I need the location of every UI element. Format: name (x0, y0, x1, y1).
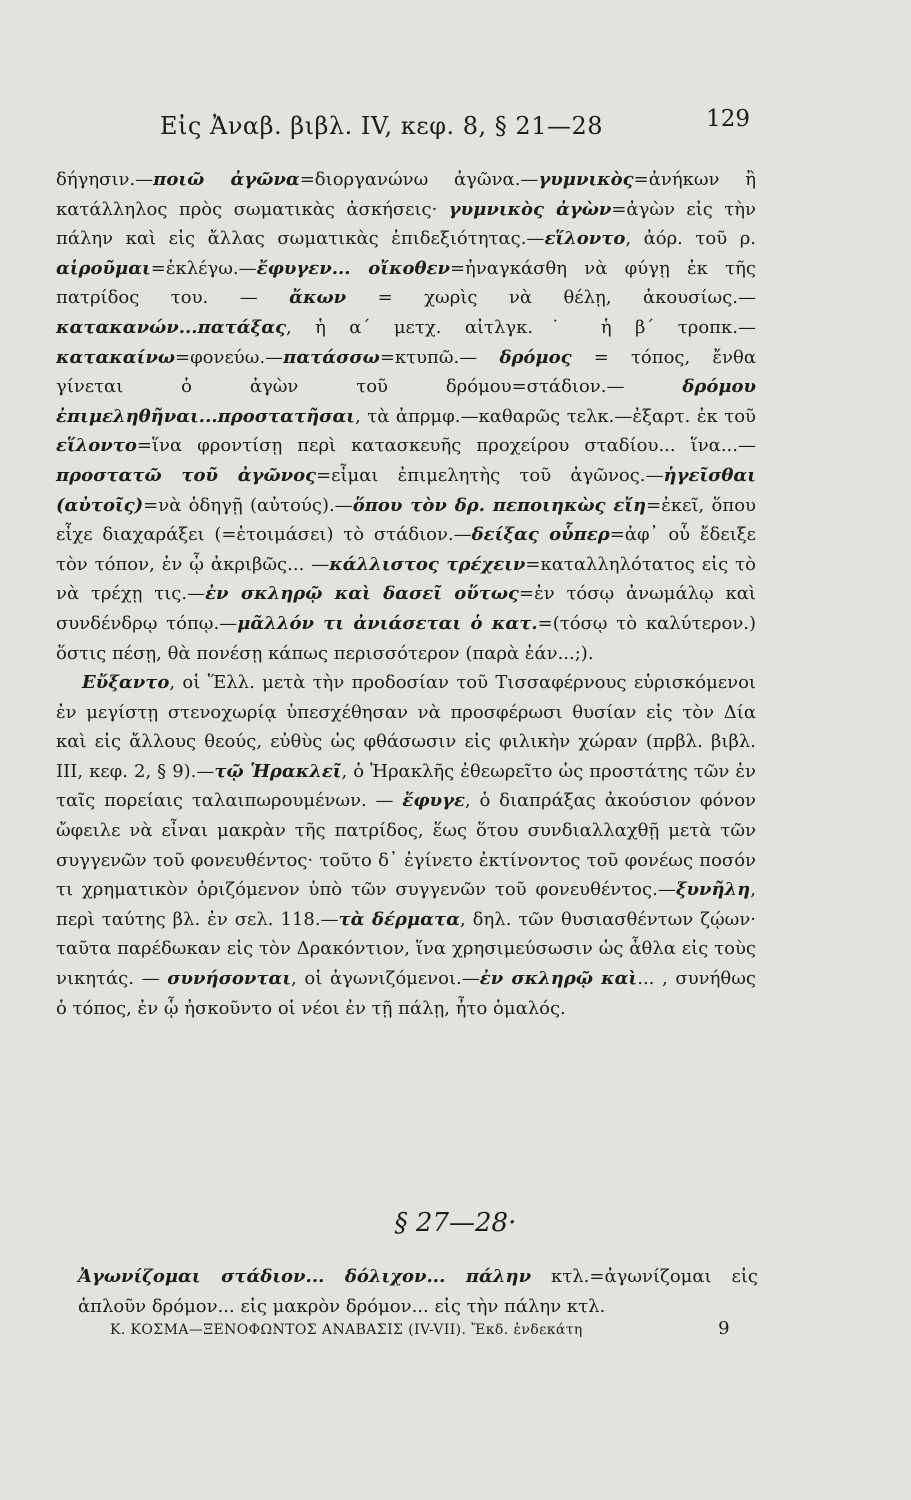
gloss-text: , ἀόρ. τοῦ ρ. (625, 228, 756, 250)
gloss-text: =φονεύω.— (175, 346, 284, 368)
gloss-text: = τόπος, ἔνθα γίνεται ὁ ἀγὼν τοῦ δρόμου=στάδιον.— (56, 346, 756, 398)
gloss-text: , δηλ. τῶν θυσιασθέντων ζῴων· ταῦτα παρέδωκαν εἰς τὸν Δρακόντιον, ἵνα χρησιμεύσωσιν ὡς ἆθλα εἰς τοὺς νικητάς. — (56, 908, 756, 990)
lemma-term: γυμνικὸς (538, 169, 634, 190)
gloss-text: =εἶμαι ἐπιμελητὴς τοῦ ἀγῶνος.— (316, 464, 664, 486)
gloss-text: , περὶ ταύτης βλ. ἐν σελ. 118.— (56, 879, 756, 930)
lemma-term: δείξας οὗπερ (471, 524, 610, 546)
running-head (160, 106, 750, 152)
lemma-term: ἔφυγε (402, 790, 465, 812)
lemma-term: δρόμου ἐπιμεληθῆναι...προστατῆσαι (56, 376, 756, 427)
gloss-text: , οἱ ἀγωνιζόμενοι.— (291, 968, 480, 990)
page-number: 129 (706, 106, 750, 132)
lemma-term: αἱροῦμαι (56, 257, 151, 279)
lemma-term: ἐν σκληρῷ καὶ δασεῖ οὕτως (205, 583, 519, 605)
lemma-term: πατάσσω (283, 346, 380, 368)
section-paragraph (78, 1262, 758, 1321)
lemma-term: προστατῶ τοῦ ἀγῶνος (56, 464, 317, 486)
running-head-title: Εἰς Ἀναβ. βιβλ. IV, κεφ. 8, § 21—28 (160, 112, 603, 140)
gloss-text: κτλ.=ἀγωνίζομαι εἰς ἁπλοῦν δρόμον... εἰς μακρὸν δρόμον... εἰς τὴν πάλην κτλ. (78, 1266, 758, 1317)
gloss-text: , οἱ Ἕλλ. μετὰ τὴν προδοσίαν τοῦ Τισσαφέρνους εὑρισκόμενοι ἐν μεγίστῃ στενοχωρίᾳ ὑπεσχέθησαν νὰ προσφέρωσι θυσίαν εἰς τὸν Δία καὶ εἰς ἄλλους θεούς, εὐθὺς ὡς φθάσωσιν εἰς φιλικὴν χώραν (πρβλ. βιβλ. III, κεφ. 2, § 9).— (56, 672, 756, 782)
lemma-term: ποιῶ ἀγῶνα (153, 169, 300, 190)
lemma-term: δρόμος (499, 346, 572, 368)
lemma-term: ἡγεῖσθαι (αὐτοῖς) (56, 464, 756, 516)
gloss-text: =ἐκεῖ, ὅπου εἶχε διαχαράξει (=ἑτοιμάσει) τὸ στάδιον.— (56, 494, 756, 546)
gloss-text: =ἀνήκων ἢ κατάλληλος πρὸς σωματικὰς ἀσκήσεις· (56, 169, 757, 220)
lemma-term: ξυνῆλη (675, 879, 751, 901)
lemma-term: εἵλοντο (56, 435, 137, 457)
lemma-term: ὅπου τὸν δρ. πεποιηκὼς εἴη (352, 494, 647, 516)
lemma-term: κάλλιστος τρέχειν (329, 553, 526, 575)
lemma-term: εἵλοντο (544, 228, 626, 250)
lemma-term: μᾶλλόν τι ἀνιάσεται ὁ κατ. (237, 612, 538, 634)
lemma-term: ἄκων (289, 287, 347, 309)
lemma-term: Εὔξαντο (82, 672, 170, 694)
lemma-term: ἐν σκληρῷ καὶ (479, 968, 638, 990)
gloss-text: , ὁ Ἡρακλῆς ἐθεωρεῖτο ὡς προστάτης τῶν ἐν ταῖς πορείαις ταλαιπωρουμένων. — (56, 760, 756, 812)
gloss-text: , τὰ ἀπρμφ.—καθαρῶς τελκ.—ἐξαρτ. ἐκ τοῦ (355, 405, 756, 427)
gloss-text: =ἀγὼν εἰς τὴν πάλην καὶ εἰς ἄλλας σωματικὰς ἐπιδεξιότητας.— (56, 198, 756, 250)
gloss-text: =ἀφ᾽ οὗ ἔδειξε τὸν τόπον, ἐν ᾧ ἀκριβῶς... — (56, 524, 757, 575)
gloss-text: =διοργανώνω ἀγῶνα.— (299, 169, 539, 190)
gloss-text: =ἵνα φροντίσῃ περὶ κατασκευῆς προχείρου σταδίου... ἵνα...— (136, 435, 756, 457)
lemma-term: ἔφυγεν... οἴκοθεν (256, 257, 450, 279)
lemma-term: κατακανών...πατάξας (56, 316, 287, 338)
gloss-text: = χωρὶς νὰ θέλῃ, ἀκουσίως.— (346, 287, 756, 309)
lemma-term: γυμνικὸς ἀγὼν (448, 198, 612, 220)
gloss-text: =ἐν τόσῳ ἀνωμάλῳ καὶ συνδένδρῳ τόπῳ.— (56, 583, 756, 634)
lemma-term: Ἀγωνίζομαι στάδιον... δόλιχον... πάλην (78, 1266, 532, 1287)
gloss-text: =ἐκλέγω.— (150, 257, 257, 279)
gloss-text: =κτυπῶ.— (379, 346, 500, 368)
gloss-text: , ὁ διαπράξας ἀκούσιον φόνον ὤφειλε νὰ εἶναι μακρὰν τῆς πατρίδος, ἕως ὅτου συνδιαλλαχθῇ μετὰ τῶν συγγενῶν τοῦ φονευθέντος· τοῦτο δ᾽ ἐγίνετο ἐκτίνοντος τοῦ φονέως ποσόν τι χρηματικὸν ὁριζόμενον ὑπὸ τῶν συγγενῶν τοῦ φονευθέντος.— (56, 790, 756, 901)
gloss-text: ... , συνήθως ὁ τόπος, ἐν ᾧ ἠσκοῦντο οἱ νέοι ἐν τῇ πάλῃ, ἦτο ὁμαλός. (56, 968, 756, 1019)
gloss-text: =(τόσῳ τὸ καλύτερον.) ὅστις πέσῃ, θὰ πονέσῃ κάπως περισσότερον (παρὰ ἐάν...;). (56, 612, 757, 664)
page-footer (110, 1318, 730, 1348)
signature-mark: 9 (718, 1318, 730, 1339)
gloss-text: δήγησιν.— (56, 169, 154, 190)
commentary-text (56, 165, 756, 1023)
section-commentary (78, 1262, 758, 1321)
lemma-term: τὰ δέρματα (338, 908, 460, 930)
gloss-text: =ἠναγκάσθη νὰ φύγῃ ἐκ τῆς πατρίδος του. — (56, 257, 757, 309)
gloss-text: =καταλληλότατος εἰς τὸ νὰ τρέχῃ τις.— (56, 553, 756, 605)
section-heading: § 27—28· (394, 1208, 517, 1238)
gloss-text: , ἡ α΄ μετχ. αἰτλγκ.˙ ἡ β΄ τροπκ.— (286, 316, 756, 338)
commentary-paragraph (56, 668, 756, 1023)
lemma-term: τῷ Ἡρακλεῖ (214, 760, 342, 782)
lemma-term: κατακαίνω (56, 346, 175, 368)
gloss-text: =νὰ ὁδηγῇ (αὐτούς).— (143, 494, 353, 516)
commentary-paragraph (56, 165, 756, 668)
footer-imprint: Κ. ΚΟΣΜΑ—ΞΕΝΟΦΩΝΤΟΣ ΑΝΑΒΑΣΙΣ (IV-VII). Ἔκδ. ἑνδεκάτη (110, 1322, 583, 1338)
lemma-term: συνήσονται (167, 968, 292, 990)
